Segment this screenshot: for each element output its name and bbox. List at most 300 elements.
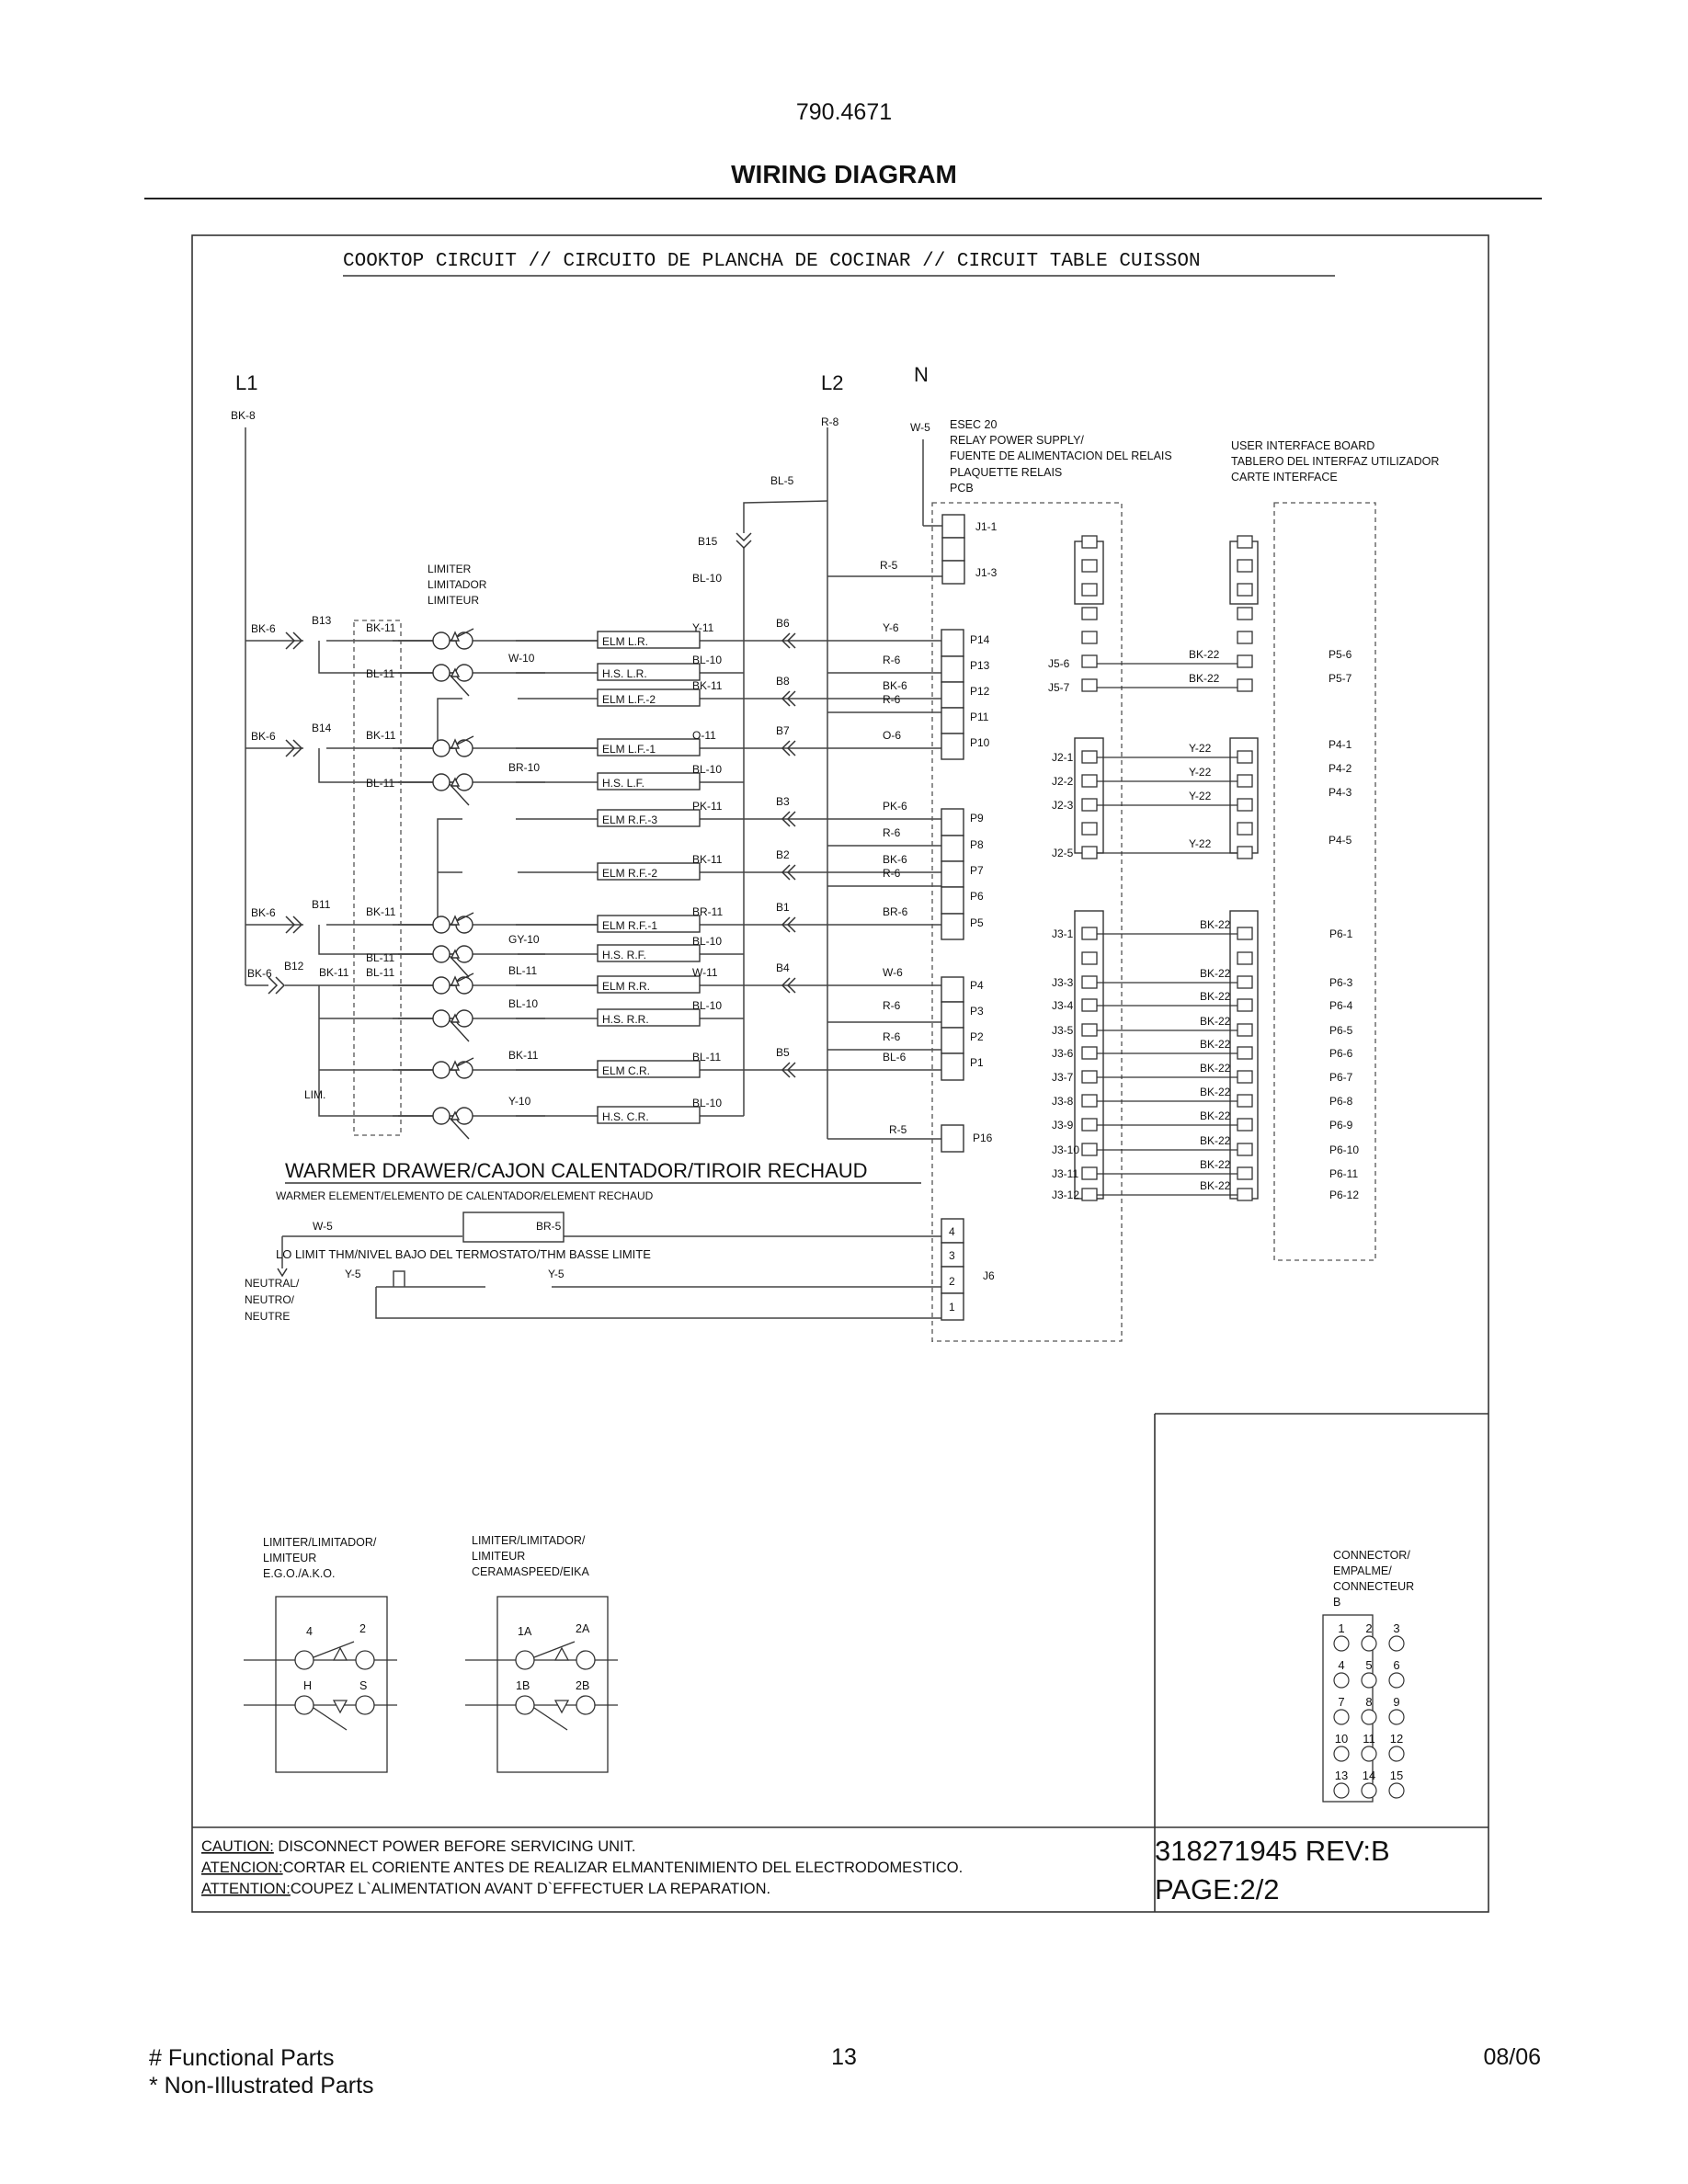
j6-pin: 3	[949, 1249, 955, 1262]
connector-label: B6	[776, 617, 790, 630]
legend-label: LIMITEUR	[472, 1550, 526, 1563]
connector-pin	[1362, 1710, 1376, 1724]
model-number: 790.4671	[795, 99, 893, 125]
wire-label: BL-5	[770, 474, 794, 487]
pin-label: J2-2	[1052, 775, 1074, 788]
pin-label: J3-10	[1052, 1143, 1080, 1156]
pcb-label: RELAY POWER SUPPLY/	[950, 434, 1084, 447]
connector-slot	[1082, 927, 1097, 939]
limiter-box	[354, 620, 401, 1135]
connector-pin	[1389, 1783, 1404, 1798]
wire-label: BK-22	[1200, 990, 1231, 1003]
footer-date: 08/06	[1483, 2044, 1541, 2070]
wire-label: BR-11	[692, 905, 724, 918]
caution-en: CAUTION: DISCONNECT POWER BEFORE SERVICING UNIT.	[201, 1838, 636, 1855]
limiter-terminal	[456, 946, 473, 962]
wire-label: R-6	[883, 693, 901, 706]
connector-pin	[1362, 1636, 1376, 1651]
limiter-terminal	[456, 1108, 473, 1124]
wire-label: BK-11	[508, 1049, 539, 1062]
caution-es: ATENCION:CORTAR EL CORIENTE ANTES DE REALIZAR ELMANTENIMIENTO DEL ELECTRODOMESTICO.	[201, 1860, 964, 1876]
ui-board-label: CARTE INTERFACE	[1231, 471, 1338, 483]
wire-label: W-5	[910, 421, 930, 434]
wire-label: BK-11	[366, 905, 396, 918]
connector-slot	[1237, 560, 1252, 572]
wire-label: BL-10	[692, 654, 723, 666]
connector-label: B2	[776, 848, 790, 861]
connector-label: B13	[312, 614, 332, 627]
pin-label: J3-4	[1052, 999, 1074, 1012]
pin-label: P6-10	[1329, 1143, 1360, 1156]
connector-slot	[1082, 1119, 1097, 1131]
connector-slot	[1237, 1119, 1252, 1131]
connector-slot	[1237, 999, 1252, 1011]
wire-label: BK-22	[1200, 1038, 1231, 1051]
legend-label: CERAMASPEED/EIKA	[472, 1565, 589, 1578]
pin-label: P6	[970, 890, 984, 903]
pin-number: 8	[1365, 1695, 1373, 1709]
pin-label: P6-6	[1329, 1047, 1353, 1060]
wire-label: W-11	[692, 966, 718, 979]
connector-slot	[1237, 927, 1252, 939]
pin-label: J2-3	[1052, 799, 1074, 812]
pin-label: P6-12	[1329, 1189, 1360, 1201]
pin-label: J5-6	[1048, 657, 1070, 670]
pin-label: P9	[970, 812, 984, 825]
wire-label: GY-10	[508, 933, 540, 946]
connector-pin	[1389, 1673, 1404, 1688]
pin-label: P6-11	[1329, 1167, 1359, 1180]
limiter-terminal	[433, 977, 450, 994]
pin-label: P4	[970, 979, 984, 992]
pin-label: J5-7	[1048, 681, 1070, 694]
wire-label: BK-22	[1200, 1179, 1231, 1192]
connector-slot	[1082, 999, 1097, 1011]
pin-label: J1-3	[975, 566, 998, 579]
connector-slot	[1237, 1095, 1252, 1107]
wire-label: Y-5	[345, 1268, 361, 1280]
pin-label: J3-12	[1052, 1189, 1080, 1201]
connector-slot	[1082, 655, 1097, 667]
connector-slot	[1082, 1167, 1097, 1179]
connector-slot	[1237, 952, 1252, 964]
connector-slot	[1237, 1189, 1252, 1200]
wire-label: BL-11	[366, 951, 395, 964]
page-indicator: PAGE:2/2	[1155, 1873, 1280, 1905]
terminal-label: H	[303, 1679, 313, 1692]
wire-label: BK-6	[247, 967, 272, 980]
limiter-label: LIMITER	[428, 563, 472, 575]
lim-label: LIM.	[304, 1088, 326, 1101]
pin-label: J3-6	[1052, 1047, 1074, 1060]
wire-label: BL-11	[366, 777, 395, 790]
wire-label: Y-6	[883, 621, 899, 634]
wire-label: Y-10	[508, 1095, 531, 1108]
connector-pin	[1389, 1710, 1404, 1724]
cooktop-title: COOKTOP CIRCUIT // CIRCUITO DE PLANCHA DE COCINAR // CIRCUIT TABLE CUISSON	[343, 251, 1201, 272]
connector-label: B8	[776, 675, 790, 688]
part-number: 318271945 REV:B	[1155, 1835, 1390, 1867]
wire-label: BK-6	[883, 853, 907, 866]
page-number: 13	[831, 2044, 857, 2070]
pin-label: P8	[970, 838, 984, 851]
connector-slot	[1237, 823, 1252, 835]
pin-label: P5-7	[1329, 672, 1352, 685]
terminal-label: 2	[359, 1622, 366, 1635]
non-illustrated-parts-note: * Non-Illustrated Parts	[149, 2073, 374, 2099]
pin-label: J3-3	[1052, 976, 1074, 989]
element-name: H.S. R.F.	[602, 949, 647, 961]
wire-label: BL-10	[692, 1097, 723, 1109]
element-name: ELM L.R.	[602, 635, 649, 648]
wire-label: W-10	[508, 652, 535, 665]
connector-slot	[1082, 976, 1097, 988]
connector-slot	[1237, 679, 1252, 691]
ui-board-label: TABLERO DEL INTERFAZ UTILIZADOR	[1231, 455, 1440, 468]
terminal-label: 1A	[518, 1625, 532, 1638]
pin-label: J3-8	[1052, 1095, 1074, 1108]
limiter-terminal	[433, 665, 450, 681]
pin-label: P6-4	[1329, 999, 1353, 1012]
connector-slot	[1082, 679, 1097, 691]
l1-label: L1	[235, 371, 258, 394]
connector-slot	[1237, 751, 1252, 763]
pin-label: P6-8	[1329, 1095, 1353, 1108]
pin-label: J1-1	[975, 520, 998, 533]
limiter-label: LIMITADOR	[428, 578, 487, 591]
pin-label: J3-9	[1052, 1119, 1074, 1132]
connector-slot	[1237, 847, 1252, 859]
pin-label: J3-7	[1052, 1071, 1074, 1084]
terminal-label: S	[359, 1679, 368, 1692]
connector-slot	[1237, 631, 1252, 643]
pin-label: P6-9	[1329, 1119, 1353, 1132]
j6-label: J6	[983, 1269, 995, 1282]
legend-label: E.G.O./A.K.O.	[263, 1567, 336, 1580]
connector-pin	[1362, 1673, 1376, 1688]
neutral-label: NEUTRO/	[245, 1293, 294, 1306]
connector-slot	[1082, 1189, 1097, 1200]
pin-label: P4-1	[1329, 738, 1352, 751]
element-name: ELM L.F.-1	[602, 743, 656, 756]
page-title: WIRING DIAGRAM	[731, 160, 957, 188]
limiter-terminal	[433, 1010, 450, 1027]
connector-label: B15	[698, 535, 718, 548]
connector-slot	[1237, 775, 1252, 787]
pin-label: P7	[970, 864, 984, 877]
pcb-label: PLAQUETTE RELAIS	[950, 466, 1063, 479]
wire-label: BL-11	[366, 667, 395, 680]
wire-label: BK-6	[251, 622, 276, 635]
pin-number: 5	[1365, 1658, 1373, 1672]
pin-number: 14	[1362, 1769, 1376, 1782]
connector-slot	[1082, 1095, 1097, 1107]
pcb-label: ESEC 20	[950, 418, 998, 431]
pin-label: P2	[970, 1030, 984, 1043]
pin-number: 13	[1334, 1769, 1349, 1782]
wire-label: BL-10	[692, 935, 723, 948]
legend-label: LIMITER/LIMITADOR/	[263, 1536, 377, 1549]
pin-number: 4	[1338, 1658, 1345, 1672]
wire-label: BL-10	[692, 999, 723, 1012]
connector-slot	[1237, 608, 1252, 620]
limiter-terminal	[433, 1108, 450, 1124]
wire-label: BK-11	[692, 679, 723, 692]
wire-label: Y-5	[548, 1268, 565, 1280]
j6-pin: 2	[949, 1275, 955, 1288]
terminal-label: 4	[306, 1625, 313, 1638]
wire-label: BR-10	[508, 761, 541, 774]
pin-label: P4-5	[1329, 834, 1352, 847]
wire-label: R-6	[883, 1030, 901, 1043]
pin-label: J2-5	[1052, 847, 1074, 859]
pin-label: J3-5	[1052, 1024, 1074, 1037]
connector-slot	[1082, 775, 1097, 787]
connector-pin	[1334, 1673, 1349, 1688]
pin-number: 7	[1338, 1695, 1345, 1709]
connector-slot	[1082, 608, 1097, 620]
connector-slot	[1082, 1071, 1097, 1083]
connector-pin	[1362, 1783, 1376, 1798]
pin-label: P10	[970, 736, 990, 749]
wire-label: BL-11	[508, 964, 538, 977]
wire-label: PK-11	[692, 800, 723, 813]
pin-label: P5-6	[1329, 648, 1352, 661]
wire-label: BL-11	[366, 966, 395, 979]
connector-label: B3	[776, 795, 790, 808]
wire-label: R-6	[883, 654, 901, 666]
wire-label: BK-22	[1189, 648, 1220, 661]
limiter-terminal	[456, 665, 473, 681]
wire-label: PK-6	[883, 800, 907, 813]
wire-label: R-6	[883, 826, 901, 839]
terminal-label: 2B	[576, 1679, 590, 1692]
connector-slot	[1082, 1047, 1097, 1059]
limiter-terminal	[433, 632, 450, 649]
connector-slot	[1082, 952, 1097, 964]
wire-label: R-5	[889, 1123, 907, 1136]
pin-number: 12	[1389, 1732, 1404, 1746]
wire-label: BK-6	[251, 906, 276, 919]
wire-label: W-6	[883, 966, 903, 979]
functional-parts-note: # Functional Parts	[149, 2045, 335, 2071]
limiter-label: LIMITEUR	[428, 594, 480, 607]
connector-label: B12	[284, 960, 304, 973]
legend-label: LIMITEUR	[263, 1552, 317, 1564]
connector-slot	[1082, 799, 1097, 811]
pin-label: P16	[973, 1132, 993, 1144]
connector-slot	[1082, 584, 1097, 596]
wire-label: Y-11	[692, 621, 714, 634]
connector-slot	[1082, 536, 1097, 548]
wire-label: BK-22	[1200, 1134, 1231, 1147]
limiter-terminal	[433, 774, 450, 791]
wire-label: R-6	[883, 867, 901, 880]
warmer-title: WARMER DRAWER/CAJON CALENTADOR/TIROIR RECHAUD	[285, 1159, 868, 1182]
caution-fr: ATTENTION:COUPEZ L`ALIMENTATION AVANT D`EFFECTUER LA REPARATION.	[201, 1881, 771, 1897]
connector-slot	[1237, 976, 1252, 988]
thermostat-label: LO LIMIT THM/NIVEL BAJO DEL TERMOSTATO/THM BASSE LIMITE	[276, 1247, 651, 1261]
wire-label: BR-5	[536, 1220, 562, 1233]
pin-number: 11	[1363, 1732, 1375, 1746]
connector-pin	[1362, 1746, 1376, 1761]
element-name: ELM L.F.-2	[602, 693, 656, 706]
terminal-label: 1B	[516, 1679, 530, 1692]
wire-label: BK-11	[319, 966, 349, 979]
wire-label: BK-6	[883, 679, 907, 692]
limiter-terminal	[433, 946, 450, 962]
legend-label: LIMITER/LIMITADOR/	[472, 1534, 586, 1547]
pin-label: P11	[970, 711, 989, 723]
connector-slot	[1237, 1167, 1252, 1179]
element-name: ELM R.R.	[602, 980, 651, 993]
pin-label: P4-2	[1329, 762, 1352, 775]
connector-label: B7	[776, 724, 790, 737]
connector-pin	[1334, 1783, 1349, 1798]
pin-number: 15	[1389, 1769, 1404, 1782]
element-name: ELM R.F.-3	[602, 813, 658, 826]
wire-label: BK-22	[1200, 1015, 1231, 1028]
pin-number: 10	[1334, 1732, 1349, 1746]
limiter-terminal	[433, 1062, 450, 1078]
pin-label: P4-3	[1329, 786, 1352, 799]
wire-label: BL-10	[508, 997, 539, 1010]
wire-label: BK-22	[1200, 1086, 1231, 1098]
connector-label: B1	[776, 901, 790, 914]
element-name: H.S. R.R.	[602, 1013, 649, 1026]
wire-label: BK-22	[1200, 918, 1231, 931]
pin-label: J3-1	[1052, 927, 1074, 940]
warmer-element-label: WARMER ELEMENT/ELEMENTO DE CALENTADOR/ELEMENT RECHAUD	[276, 1189, 654, 1202]
legend-label: CONNECTOR/	[1333, 1549, 1410, 1562]
neutral-label: NEUTRAL/	[245, 1277, 300, 1290]
j6-pin: 4	[949, 1225, 955, 1238]
connector-slot	[1237, 799, 1252, 811]
wire-label: Y-22	[1189, 742, 1212, 755]
connector-slot	[1237, 1024, 1252, 1036]
wire-label: BK-11	[366, 621, 396, 634]
wire-label: R-5	[880, 559, 898, 572]
wire-label: BL-10	[692, 572, 723, 585]
connector-label: B5	[776, 1046, 790, 1059]
wire-label: BK-22	[1200, 1158, 1231, 1171]
pin-label: J3-11	[1052, 1167, 1079, 1180]
limiter-terminal	[433, 740, 450, 756]
connector-slot	[1237, 655, 1252, 667]
wire-label: BK-6	[251, 730, 276, 743]
legend-label: B	[1333, 1596, 1341, 1609]
connector-pin	[1334, 1636, 1349, 1651]
pin-label: P1	[970, 1056, 984, 1069]
wire-label: Y-22	[1189, 766, 1212, 779]
wire-label: BK-22	[1189, 672, 1220, 685]
connector-slot	[1082, 823, 1097, 835]
wire-label: O-11	[692, 729, 716, 742]
wire-label: R-8	[821, 415, 839, 428]
pin-number: 1	[1338, 1621, 1345, 1635]
pcb-label: FUENTE DE ALIMENTACION DEL RELAIS	[950, 449, 1172, 462]
connector-slot	[1082, 1143, 1097, 1155]
pin-number: 6	[1393, 1658, 1400, 1672]
wire-label: BK-22	[1200, 1062, 1231, 1075]
wire-label: Y-22	[1189, 837, 1212, 850]
connector-slot	[1082, 847, 1097, 859]
connector-slot	[1237, 584, 1252, 596]
connector-slot	[1082, 1024, 1097, 1036]
connector-label: B4	[776, 961, 790, 974]
element-name: H.S. L.F.	[602, 777, 645, 790]
connector-slot	[1082, 631, 1097, 643]
pin-label: P5	[970, 916, 984, 929]
connector-slot	[1237, 536, 1252, 548]
pin-number: 9	[1393, 1695, 1400, 1709]
terminal-label: 2A	[576, 1622, 590, 1635]
wire-label: BK-22	[1200, 1109, 1231, 1122]
wire-label: BL-10	[692, 763, 723, 776]
legend-label: CONNECTEUR	[1333, 1580, 1415, 1593]
element-name: H.S. C.R.	[602, 1110, 649, 1123]
l2-label: L2	[821, 371, 844, 394]
connector-pin	[1389, 1636, 1404, 1651]
connector-slot	[1237, 1071, 1252, 1083]
n-label: N	[914, 363, 929, 386]
connector-slot	[1082, 751, 1097, 763]
wire-label: BL-11	[692, 1051, 722, 1064]
pin-label: P14	[970, 633, 990, 646]
neutral-label: NEUTRE	[245, 1310, 291, 1323]
pcb-label: PCB	[950, 482, 974, 495]
element-name: ELM R.F.-1	[602, 919, 658, 932]
limiter-terminal	[456, 1010, 473, 1027]
pin-number: 2	[1365, 1621, 1373, 1635]
connector-pin	[1334, 1746, 1349, 1761]
pin-label: J2-1	[1052, 751, 1074, 764]
wire-label: BL-6	[883, 1051, 907, 1064]
pin-label: P13	[970, 659, 990, 672]
connector-pin	[1334, 1710, 1349, 1724]
wire-label: BK-22	[1200, 967, 1231, 980]
pin-number: 3	[1393, 1621, 1400, 1635]
wire-label: R-6	[883, 999, 901, 1012]
pin-label: P6-1	[1329, 927, 1353, 940]
pin-label: P6-5	[1329, 1024, 1353, 1037]
legend-label: EMPALME/	[1333, 1564, 1392, 1577]
wire-label: BK-11	[366, 729, 396, 742]
j6-pin: 1	[949, 1301, 955, 1314]
pin-label: P12	[970, 685, 990, 698]
wire-label: BK-8	[231, 409, 256, 422]
connector-label: B14	[312, 722, 332, 734]
wire-label: O-6	[883, 729, 902, 742]
ui-board-label: USER INTERFACE BOARD	[1231, 439, 1375, 452]
pin-label: P3	[970, 1005, 984, 1018]
wire-label: Y-22	[1189, 790, 1212, 802]
connector-slot	[1237, 1143, 1252, 1155]
connector-slot	[1237, 1047, 1252, 1059]
pin-label: P6-7	[1329, 1071, 1353, 1084]
limiter-terminal	[433, 916, 450, 933]
connector-pin	[1389, 1746, 1404, 1761]
element-name: ELM C.R.	[602, 1064, 651, 1077]
element-name: ELM R.F.-2	[602, 867, 658, 880]
wire-label: BK-11	[692, 853, 723, 866]
wire-label: W-5	[313, 1220, 333, 1233]
limiter-terminal	[456, 774, 473, 791]
wire-label: BR-6	[883, 905, 908, 918]
element-name: H.S. L.R.	[602, 667, 647, 680]
connector-label: B11	[312, 898, 331, 911]
pin-label: P6-3	[1329, 976, 1353, 989]
